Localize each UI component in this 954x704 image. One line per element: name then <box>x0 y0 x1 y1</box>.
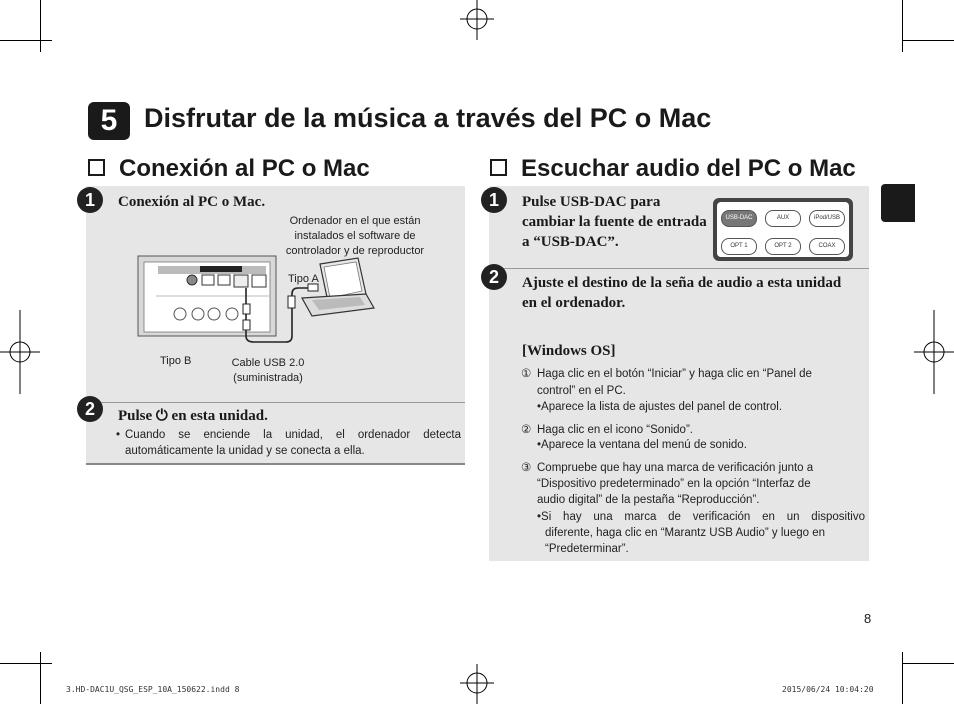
item-text: Haga clic en el icono “Sonido”. <box>537 424 693 436</box>
step-title: Pulse USB-DAC para cambiar la fuente de entrada a “USB-DAC”. <box>522 194 707 250</box>
label-tipo-a: Tipo A <box>288 273 319 285</box>
bullet-marker: • <box>116 429 121 441</box>
os-heading: [Windows OS] <box>522 343 616 359</box>
registration-mark-icon <box>0 310 40 394</box>
item-bullet: •Si hay una marca de verificación en un dispositivo <box>537 511 865 523</box>
step-divider <box>86 402 465 403</box>
registration-mark-icon <box>914 310 954 394</box>
item-marker: ③ <box>521 462 532 474</box>
item-text: diferente, haga clic en “Marantz USB Audio” y luego en <box>545 527 825 539</box>
crop-mark <box>902 40 954 41</box>
item-text: control” en el PC. <box>537 385 626 397</box>
step-number: 1 <box>77 187 103 213</box>
crop-mark <box>902 663 954 664</box>
registration-mark-icon <box>452 0 502 40</box>
remote-control-illustration <box>713 198 853 261</box>
step-text-line: automáticamente la unidad y se conecta a ella. <box>125 445 365 457</box>
section-heading <box>490 155 856 183</box>
crop-mark <box>0 40 52 41</box>
connection-diagram <box>136 250 376 350</box>
step-divider <box>489 268 869 269</box>
item-text: Haga clic en el botón “Iniciar” y haga clic en “Panel de <box>537 368 812 380</box>
section-heading-text: Escuchar audio del PC o Mac <box>521 155 856 182</box>
item-bullet: •Aparece la lista de ajustes del panel de control. <box>537 401 783 413</box>
step-number: 1 <box>481 187 507 213</box>
remote-button-ipod-usb: iPod/USB <box>809 210 845 227</box>
crop-mark <box>902 0 903 52</box>
page-number: 8 <box>864 611 872 626</box>
page-title: Disfrutar de la música a través del PC o Mac <box>144 103 712 133</box>
section-number-badge: 5 <box>88 102 130 140</box>
section-heading <box>88 155 370 183</box>
item-text: “Predeterminar”. <box>545 543 629 555</box>
step-title: Ajuste el destino de la seña de audio a esta unidad en el ordenador. <box>522 275 842 311</box>
step-title: Conexión al PC o Mac. <box>118 194 266 210</box>
step-text-line: Cuando se enciende la unidad, el ordenador detecta <box>125 429 461 441</box>
item-bullet: •Aparece la ventana del menú de sonido. <box>537 439 747 451</box>
item-marker: ① <box>521 368 532 380</box>
item-text: “Dispositivo predeterminado” en la opción “Interfaz de <box>537 478 811 490</box>
chapter-tab <box>881 184 915 222</box>
checkbox-icon <box>88 159 105 176</box>
crop-mark <box>40 0 41 52</box>
footer-filename: 3.HD-DAC1U_QSG_ESP_10A_150622.indd 8 <box>66 685 240 694</box>
power-icon: ⏻ <box>155 408 168 424</box>
remote-button-opt2: OPT 2 <box>765 238 801 255</box>
remote-button-coax: COAX <box>809 238 845 255</box>
step-title-pre: Pulse <box>118 408 153 424</box>
label-tipo-b: Tipo B <box>160 355 192 367</box>
item-marker: ② <box>521 424 532 436</box>
crop-mark <box>902 652 903 704</box>
step-number: 2 <box>77 396 103 422</box>
section-heading-text: Conexión al PC o Mac <box>119 155 370 182</box>
step-title-post: en esta unidad. <box>171 408 268 424</box>
footer-date: 2015/06/24 10:04:20 <box>782 685 874 694</box>
crop-mark <box>0 663 52 664</box>
remote-button-usb-dac: USB-DAC <box>721 210 757 227</box>
computer-callout: Ordenador en el que están instalados el software de controlador y de reproductor <box>285 215 425 257</box>
checkbox-icon <box>490 159 507 176</box>
crop-mark <box>40 652 41 704</box>
item-text: audio digital” de la pestaña “Reproducción”. <box>537 494 760 506</box>
step-number: 2 <box>481 264 507 290</box>
step-title <box>118 406 268 426</box>
label-usb-cable: Cable USB 2.0 (suministrada) <box>231 357 305 384</box>
registration-mark-icon <box>452 664 502 704</box>
remote-button-aux: AUX <box>765 210 801 227</box>
remote-button-opt1: OPT 1 <box>721 238 757 255</box>
item-text: Compruebe que hay una marca de verificación junto a <box>537 462 814 474</box>
